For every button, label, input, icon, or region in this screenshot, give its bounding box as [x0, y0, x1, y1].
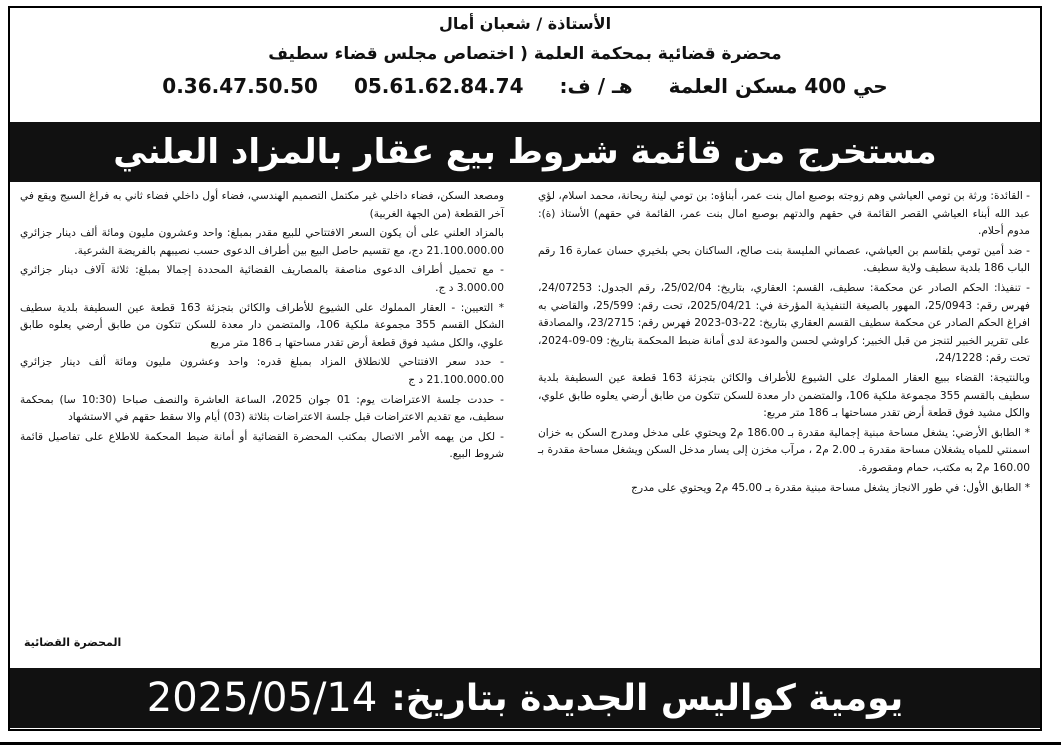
paragraph: - حدد سعر الافتتاحي للانطلاق المزاد بمبلغ قدره: واحد وعشرون مليون ومائة ألف دينار جزائري 21.100.000.00 د ج — [20, 356, 504, 386]
fax-number: 0.36.47.50.50 — [162, 74, 318, 98]
paragraph: - لكل من يهمه الأمر الاتصال بمكتب المحضرة القضائية أو أمانة ضبط المحكمة للاطلاع على تفاصيل قائمة شروط البيع. — [20, 430, 504, 461]
paragraph: - القائدة: ورثة بن تومي العياشي وهم زوجته بوصبع امال بنت عمر، أبناؤه: بن تومي لينة ريحانة، محمد اسلام، لؤي عبد الله أبناء العياشي القصر القائمة في حقهم والدتهم بوصبع امال بنت عمر، القائمة في حقهم) الأستاذ (ة): مدوم أحلام. — [538, 190, 1030, 238]
left-column — [20, 188, 504, 466]
paragraph: - ضد أمين تومي بلقاسم بن العياشي، عصماني المليسة بنت صالح، الساكنان بحي بلخيري حسان عمارة 16 رقم الباب 186 بلدية سطيف ولاية سطيف. — [538, 244, 1030, 275]
paragraph: وبالنتيجة: القضاء ببيع العقار المملوك على الشيوع للأطراف والكائن بتجزئة 163 قطعة عين السطيفة بلدية سطيف بالقسم 355 مجموعة ملكية 106، والمتضمن دار معدة للسكن تتكون من طابق أرضي يعلوه طابق علوي، والكل مشيد فوق قطعة أرض تقدر مساحتها بـ 186 متر مربع: — [538, 371, 1030, 420]
paragraph: * الطابق الأول: في طور الانجاز يشغل مساحة مبنية مقدرة بـ 45.00 م2 ويحتوي على مدرج — [631, 481, 1030, 494]
bottom-rule — [0, 742, 1061, 745]
publication-footer — [10, 668, 1040, 728]
right-column — [538, 188, 1030, 499]
contact-line — [10, 74, 1040, 98]
phone-number: 05.61.62.84.74 — [353, 74, 524, 98]
publication-date: 2025/05/14 — [146, 675, 378, 721]
paragraph: - تنفيذا: الحكم الصادر عن محكمة: سطيف، القسم: العقاري، بتاريخ: 25/02/04، رقم الجدول: 24/07253، فهرس رقم: 25/0943، المهور بالصيغة التنفيذية المؤرخة في: 2025/04/21، تحت رقم: 25/599، والقاضي به افراغ الحكم الصادر عن محكمة سطيف القسم العقاري بتاريخ: 22-03-2023 فهرس رقم: 23/2715، والمصادقة على تقرير الخبير لتنجز من قبل الخبير: كراوشي لحسن والمودعة لدى أمانة ضبط المحكمة بتاريخ: 09-09-2024، تحت رقم: 24/1228، — [538, 281, 1031, 365]
office-name: محضرة قضائية بمحكمة العلمة ( اختصاص مجلس قضاء سطيف — [268, 44, 782, 64]
address: حي 400 مسكن العلمة — [668, 74, 888, 98]
paragraph: * الطابق الأرضي: يشغل مساحة مبنية إجمالية مقدرة بـ 186.00 م2 ويحتوي على مدخل ومدرج السكن به خزان اسمنتي للمياه يشغلان مساحة مقدرة بـ 2.00 م2 ، مرآب مخزن إلى يسار مدخل السكن ويشغل مساحة مقدرة بـ 160.00 م2 به مكتب، حمام ومقصورة. — [538, 426, 1030, 474]
author-name: الأستاذة / شعبان أمال — [438, 14, 612, 33]
notice-frame — [8, 6, 1042, 731]
paragraph: - مع تحميل أطراف الدعوى مناصفة بالمصاريف القضائية المحددة إجمالا بمبلغ: ثلاثة آلاف دينار جزائري 3.000.00 د ج. — [20, 264, 504, 294]
signature: المحضرة القضائية — [24, 636, 122, 649]
notice-title: مستخرج من قائمة شروط بيع عقار بالمزاد العلني — [10, 122, 1040, 182]
publication-label: يومية كواليس الجديدة بتاريخ: — [391, 677, 904, 719]
notice-header — [10, 8, 1040, 120]
phone-label: هـ / ف: — [559, 74, 633, 98]
paragraph: - حددت جلسة الاعتراضات يوم: 01 جوان 2025، الساعة العاشرة والنصف صباحا (10:30 سا) بمحكمة سطيف، مع تقديم الاعتراضات قبل جلسة الاعتراضات بثلاثة (03) أيام والا سقط حقهم في الاستشهاد — [20, 393, 504, 424]
paragraph: * التعيين: - العقار المملوك على الشيوع للأطراف والكائن بتجزئة 163 قطعة عين السطيفة بلدية سطيف الشكل القسم 355 مجموعة ملكية 106، والمتضمن دار معدة للسكن تتكون من طابق أرضي يعلوه طابق علوي، والكل مشيد فوق قطعة أرض تقدر مساحتها بـ 186 متر مربع — [20, 301, 505, 349]
paragraph: ومصعد السكن، فضاء داخلي غير مكتمل التصميم الهندسي، فضاء أول داخلي فضاء ثاني به فراغ السيج ويقع في آخر القطعة (من الجهة الغربية) — [20, 190, 504, 220]
paragraph: بالمزاد العلني على أن يكون السعر الافتتاحي للبيع مقدر بمبلغ: واحد وعشرون مليون ومائة ألف دينار جزائري 21.100.000.00 دج، مع تقسيم حاصل البيع بين أطراف الدعوى حسب نصيبهم بالفريضة الشرعية. — [20, 227, 504, 257]
